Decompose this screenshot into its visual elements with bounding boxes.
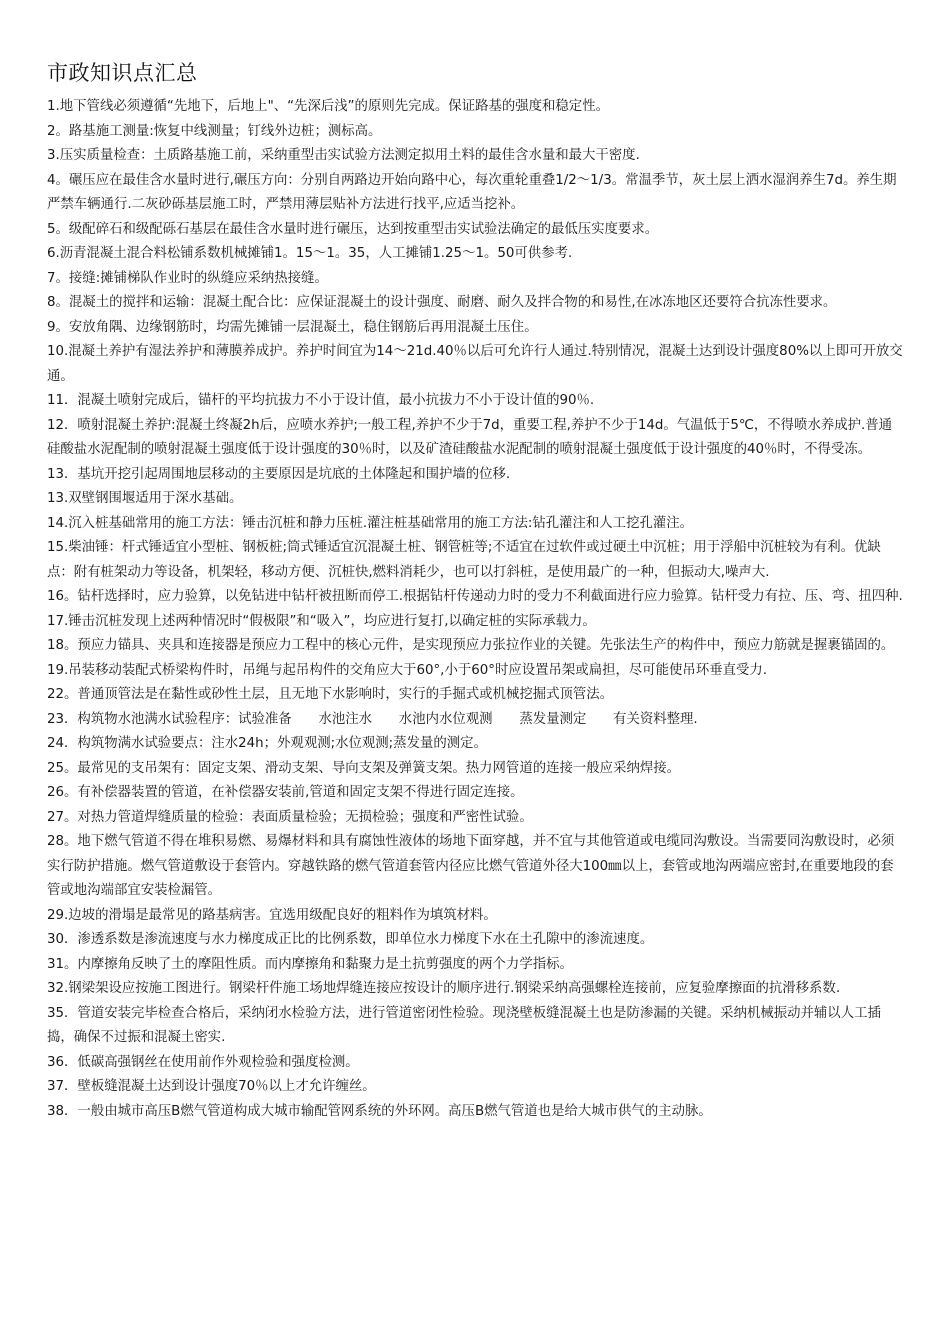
knowledge-point-item: 11．混凝土喷射完成后，锚杆的平均抗拔力不小于设计值，最小抗拔力不小于设计值的90％. — [47, 393, 595, 408]
knowledge-point-item: 35．管道安装完毕检查合格后，采纳闭水检验方法，进行管道密闭性检验。现浇壁板缝混凝土也是防渗漏的关键。采纳机械振动并辅以人工插捣，确保不过振和混凝土密实. — [47, 1005, 881, 1045]
knowledge-point-item: 13．基坑开挖引起周围地层移动的主要原因是坑底的土体隆起和围护墙的位移. — [47, 466, 511, 482]
knowledge-point-item: 32.钢梁架设应按施工图进行。钢梁杆件施工场地焊缝连接应按设计的顺序进行.钢梁采纳高强螺栓连接前，应复验摩擦面的抗滑移系数. — [47, 981, 841, 996]
knowledge-point-item: 10.混凝土养护有湿法养护和薄膜养成护。养护时间宜为14～21d.40％以后可允许行人通过.特别情况，混凝土达到设计强度80%以上即可开放交通。 — [47, 344, 903, 384]
knowledge-point-item: 17.锤击沉桩发现上述两种情况时“假极限”和“吸入”，均应进行复打,以确定桩的实际承载力。 — [47, 613, 596, 629]
knowledge-point-item: 25。最常见的支吊架有：固定支架、滑动支架、导向支架及弹簧支架。热力网管道的连接一般应采纳焊接。 — [47, 760, 681, 776]
knowledge-point-item: 30．渗透系数是渗流速度与水力梯度成正比的比例系数，即单位水力梯度下水在土孔隙中的渗流速度。 — [47, 932, 654, 947]
knowledge-point-item: 12．喷射混凝土养护:混凝土终凝2h后，应喷水养护;一般工程,养护不少于7d，重要工程,养护不少于14d。气温低于5℃，不得喷水养成护.普通硅酸盐水泥配制的喷射混凝土强度低于设计强度的30％时，以及矿渣硅酸盐水泥配制的喷射混凝土强度低于设计强度的40％时，不得受冻。 — [47, 417, 893, 457]
knowledge-point-item: 15.柴油锤：杆式锤适宜小型桩、钢板桩;筒式锤适宜沉混凝土桩、钢管桩等;不适宜在过软件或过硬土中沉桩；用于浮船中沉桩较为有利。优缺点：附有桩架动力等设备，机架轻，移动方便、沉桩快,燃料消耗少，也可以打斜桩，是使用最广的一种，但振动大,噪声大. — [47, 540, 881, 580]
knowledge-point-item: 28。地下燃气管道不得在堆积易燃、易爆材料和具有腐蚀性液体的场地下面穿越，并不宜与其他管道或电缆同沟敷设。当需要同沟敷设时，必须实行防护措施。燃气管道敷设于套管内。穿越铁路的燃气管道套管内径应比燃气管道外径大100㎜以上，套管或地沟两端应密封,在重要地段的套管或地沟端部宜安装检漏管。 — [47, 834, 895, 898]
knowledge-point-item: 6.沥青混凝土混合料松铺系数机械摊铺1。15～1。35，人工摊铺1.25～1。50可供参考. — [47, 246, 573, 261]
knowledge-point-item: 37．壁板缝混凝土达到设计强度70％以上才允许缠丝。 — [47, 1079, 376, 1094]
knowledge-point-item: 31。内摩擦角反映了土的摩阻性质。而内摩擦角和黏聚力是土抗剪强度的两个力学指标。 — [47, 956, 573, 972]
knowledge-point-item: 38．一般由城市高压B燃气管道构成大城市输配管网系统的外环网。高压B燃气管道也是给大城市供气的主动脉。 — [47, 1103, 712, 1119]
knowledge-point-list — [47, 95, 904, 1124]
knowledge-point-item: 9。安放角隅、边缘钢筋时，均需先摊铺一层混凝土，稳住钢筋后再用混凝土压住。 — [47, 319, 538, 335]
knowledge-point-item: 19.吊装移动装配式桥梁构件时，吊绳与起吊构件的交角应大于60°,小于60°时应设置吊架或扁担，尽可能使吊环垂直受力. — [47, 662, 768, 678]
knowledge-point-item: 24．构筑物满水试验要点：注水24h；外观观测;水位观测;蒸发量的测定。 — [47, 736, 487, 751]
knowledge-point-item: 14.沉入桩基础常用的施工方法：锤击沉桩和静力压桩.灌注桩基础常用的施工方法:钻孔灌注和人工挖孔灌注。 — [47, 515, 694, 531]
knowledge-point-item: 5。级配碎石和级配砾石基层在最佳含水量时进行碾压，达到按重型击实试验法确定的最低压实度要求。 — [47, 221, 659, 237]
knowledge-point-item: 2。路基施工测量:恢复中线测量；钉线外边桩；测标高。 — [47, 123, 382, 139]
knowledge-point-item: 13.双壁钢围堰适用于深水基础。 — [47, 491, 243, 506]
knowledge-point-item: 23．构筑物水池满水试验程序：试验准备 水池注水 水池内水位观测 蒸发量测定 有关资料整理. — [47, 711, 698, 727]
knowledge-point-item: 3.压实质量检查：土质路基施工前，采纳重型击实试验方法测定拟用土料的最佳含水量和最大干密度. — [47, 148, 640, 163]
knowledge-point-item: 26。有补偿器装置的管道，在补偿器安装前,管道和固定支架不得进行固定连接。 — [47, 785, 524, 800]
knowledge-point-item: 4。碾压应在最佳含水量时进行,碾压方向：分别自两路边开始向路中心，每次重轮重叠1/2～1/3。常温季节，灰土层上洒水湿润养生7d。养生期严禁车辆通行.二灰砂砾基层施工时，严禁用薄层贴补方法进行找平,应适当挖补。 — [47, 172, 897, 212]
knowledge-point-item: 22。普通顶管法是在黏性或砂性土层，且无地下水影响时，实行的手掘式或机械挖掘式顶管法。 — [47, 687, 614, 702]
knowledge-point-item: 8。混凝土的搅拌和运输：混凝土配合比：应保证混凝土的设计强度、耐磨、耐久及拌合物的和易性,在冰冻地区还要符合抗冻性要求。 — [47, 295, 837, 310]
knowledge-point-item: 16。钻杆选择时，应力验算，以免钻进中钻杆被扭断而停工.根据钻杆传递动力时的受力不利截面进行应力验算。钻杆受力有拉、压、弯、扭四种. — [47, 589, 903, 604]
knowledge-point-item: 1.地下管线必须遵循“先地下，后地上"、“先深后浅”的原则先完成。保证路基的强度和稳定性。 — [47, 99, 609, 114]
knowledge-point-item: 27。对热力管道焊缝质量的检验：表面质量检验；无损检验；强度和严密性试验。 — [47, 809, 533, 825]
knowledge-point-item: 36．低碳高强钢丝在使用前作外观检验和强度检测。 — [47, 1054, 359, 1070]
knowledge-point-item: 29.边坡的滑塌是最常见的路基病害。宜选用级配良好的粗料作为填筑材料。 — [47, 907, 497, 923]
knowledge-point-item: 18。预应力锚具、夹具和连接器是预应力工程中的核心元件，是实现预应力张拉作业的关键。先张法生产的构件中，预应力筋就是握裹锚固的。 — [47, 638, 895, 653]
document-title: 市政知识点汇总 — [47, 61, 198, 85]
knowledge-point-item: 7。接缝:摊铺梯队作业时的纵缝应采纳热接缝。 — [47, 270, 328, 286]
